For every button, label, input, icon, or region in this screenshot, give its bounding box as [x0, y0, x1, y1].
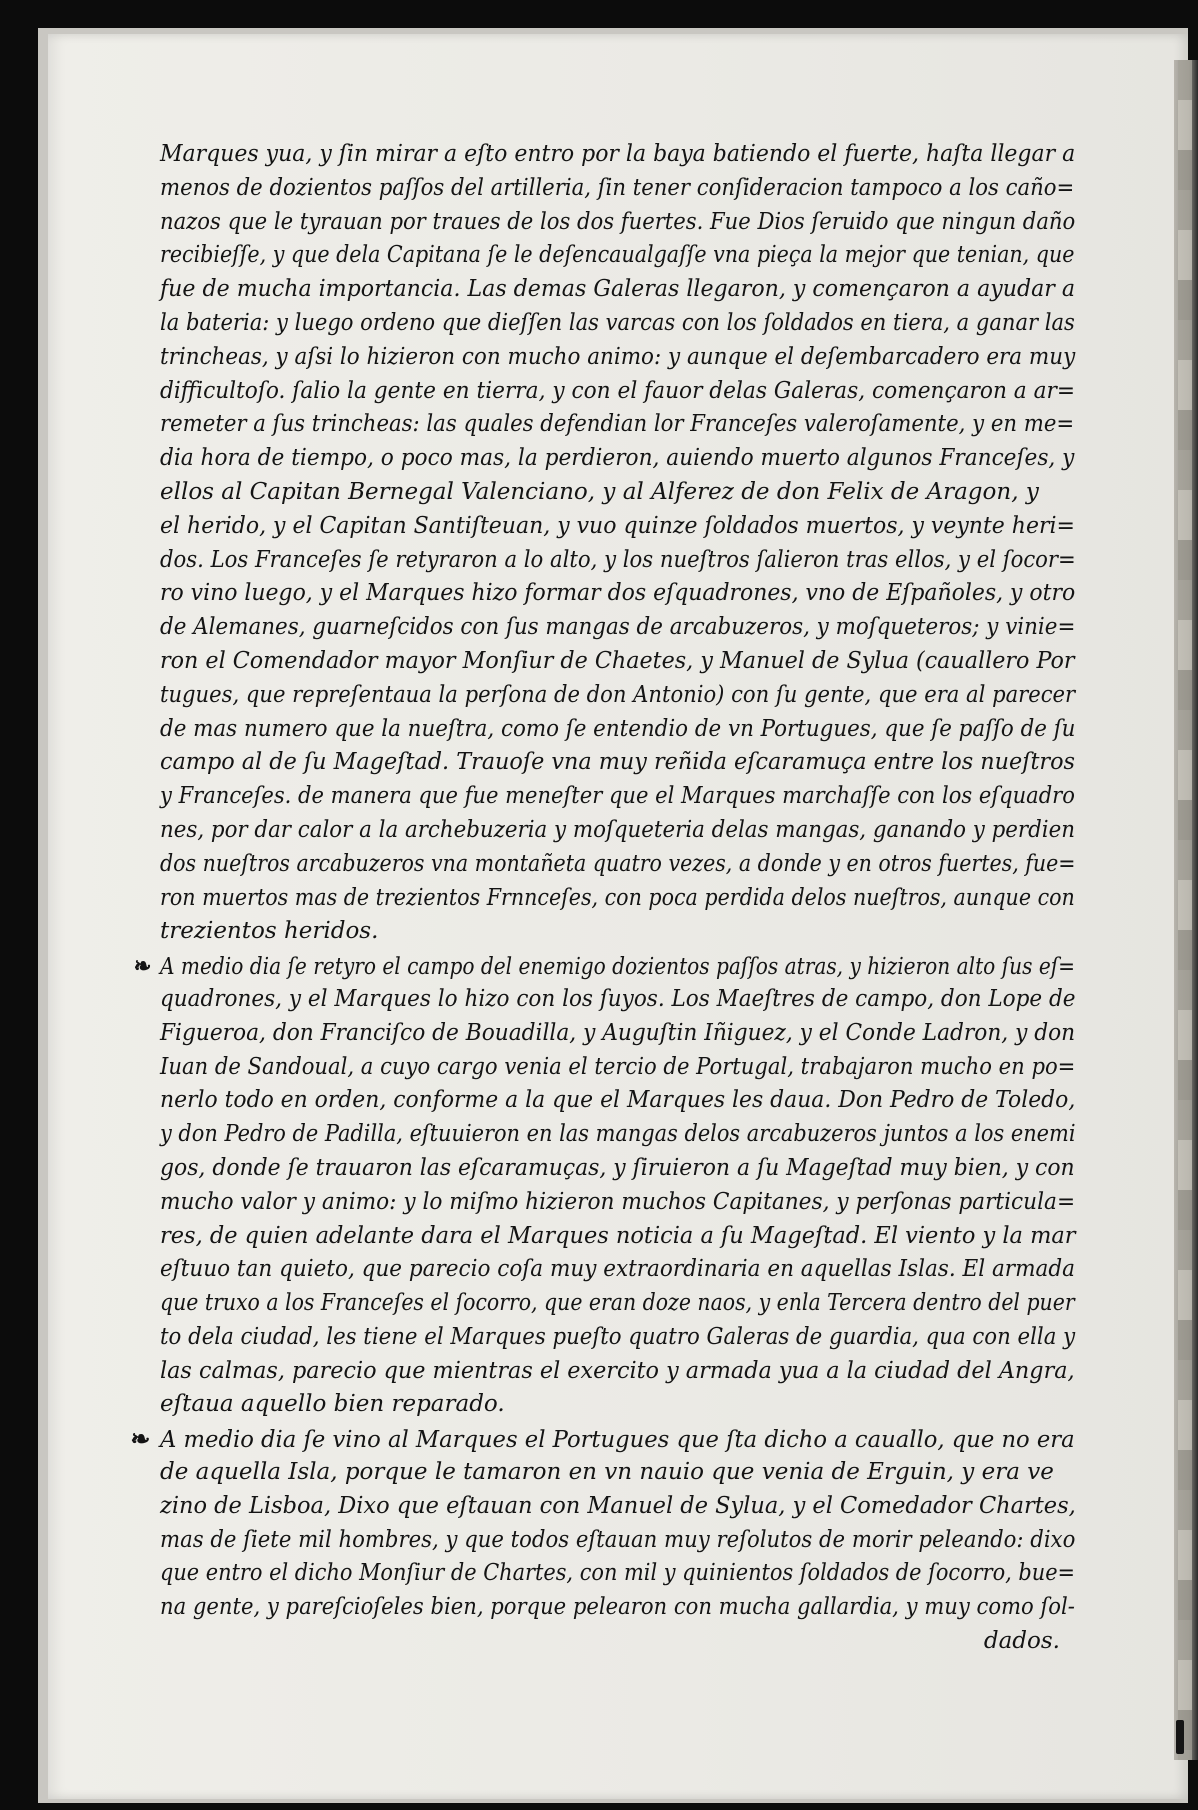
text-line: to dela ciudad, les tiene el Marques pueſto quatro Galeras de guardia, qua con ella y — [160, 1323, 1076, 1350]
text-line: mas de ſiete mil hombres, y que todos eſtauan muy reſolutos de morir peleando: dixo — [160, 1526, 1076, 1553]
text-line: A medio dia ſe retyro el campo del enemigo dozientos paſſos atras, y hizieron alto ſus eſ= — [160, 954, 1076, 981]
text-line: las calmas, parecio que mientras el exercito y armada yua a la ciudad del Angra, — [160, 1357, 1075, 1384]
text-line: eſtuuo tan quieto, que parecio coſa muy extraordinaria en aquellas Islas. El armada — [160, 1256, 1075, 1283]
text-line: trezientos heridos. — [160, 918, 379, 945]
text-line: la bateria: y luego ordeno que dieſſen las varcas con los ſoldados en tiera, a ganar las — [160, 309, 1075, 336]
text-line: remeter a ſus trincheas: las quales defendian lor Franceſes valeroſamente, y en me= — [160, 411, 1075, 438]
paragraph-start-line — [130, 1422, 1075, 1456]
text-line: ron muertos mas de trezientos Frnnceſes, con poca perdida delos nueſtros, aunque con — [160, 884, 1075, 911]
text-line: res, de quien adelante dara el Marques noticia a ſu Mageſtad. El viento y la mar — [160, 1222, 1076, 1249]
text-line: na gente, y pareſcioſeles bien, porque pelearon con mucha gallardia, y muy como ſol- — [160, 1594, 1075, 1621]
text-line: de aquella Isla, porque le tamaron en vn nauio que venia de Erguin, y era ve — [160, 1459, 1054, 1486]
text-line: de mas numero que la nueſtra, como ſe entendio de vn Portugues, que ſe paſſo de ſu — [160, 715, 1076, 742]
text-line: dos. Los Franceſes ſe retyraron a lo alto, y los nueſtros ſalieron tras ellos, y el ſocor= — [160, 546, 1076, 573]
text-line: ron el Comendador mayor Monſiur de Chaetes, y Manuel de Sylua (cauallero Por — [160, 647, 1075, 674]
text-line: el herido, y el Capitan Santiſteuan, y vuo quinze ſoldados muertos, y veynte heri= — [160, 512, 1075, 539]
adjacent-page-edge — [1174, 60, 1198, 1760]
pilcrow-ornament: ❧ — [130, 1424, 151, 1454]
text-line: eſtaua aquello bien reparado. — [160, 1391, 505, 1418]
text-line: dia hora de tiempo, o poco mas, la perdieron, auiendo muerto algunos Franceſes, y — [160, 445, 1075, 472]
text-line: trincheas, y aſsi lo hizieron con mucho animo: y aunque el deſembarcadero era muy — [160, 343, 1076, 370]
text-line: quadrones, y el Marques lo hizo con los ſuyos. Los Maeſtres de campo, don Lope de — [160, 985, 1076, 1012]
text-line: tugues, que repreſentaua la perſona de don Antonio) con ſu gente, que era al parecer — [160, 681, 1076, 708]
text-line: zino de Lisboa, Dixo que eſtauan con Manuel de Sylua, y el Comedador Chartes, — [160, 1492, 1076, 1519]
text-line: Marques yua, y ſin mirar a eſto entro por la baya batiendo el fuerte, haſta llegar a — [160, 141, 1076, 167]
text-line: y Franceſes. de manera que fue meneſter que el Marques marchaſſe con los eſquadro — [160, 783, 1075, 810]
pilcrow-ornament: ❧ — [133, 951, 152, 981]
text-line: que truxo a los Franceſes el ſocorro, que eran doze naos, y enla Tercera dentro del puer — [160, 1290, 1075, 1317]
text-line: recibieſſe, y que dela Capitana ſe le deſencaualgaſſe vna pieça la mejor que tenian, que — [160, 242, 1075, 269]
text-line: A medio dia ſe vino al Marques el Portugues que ſta dicho a cauallo, que no era — [160, 1427, 1075, 1454]
text-line: menos de dozientos paſſos del artilleria, ſin tener conſideracion tampoco a los caño= — [160, 174, 1075, 201]
text-line: fue de mucha importancia. Las demas Galeras llegaron, y començaron a ayudar a — [160, 276, 1075, 303]
text-line: campo al de ſu Mageſtad. Trauoſe vna muy reñida eſcaramuça entre los nueſtros — [160, 749, 1075, 776]
body-text — [130, 138, 1080, 1659]
text-line: Figueroa, don Franciſco de Bouadilla, y Auguſtin Iñiguez, y el Conde Ladron, y don — [160, 1019, 1076, 1046]
text-line: dos nueſtros arcabuzeros vna montañeta quatro vezes, a donde y en otros fuertes, fue= — [160, 850, 1076, 877]
text-line: ellos al Capitan Bernegal Valenciano, y al Alferez de don Felix de Aragon, y — [160, 478, 1039, 505]
text-line: Iuan de Sandoual, a cuyo cargo venia el tercio de Portugal, trabajaron mucho en po= — [160, 1053, 1076, 1080]
text-line: gos, donde ſe trauaron las eſcaramuças, y ſiruieron a ſu Mageſtad muy bien, y con — [160, 1154, 1075, 1181]
text-line: mucho valor y animo: y lo miſmo hizieron muchos Capitanes, y perſonas particula= — [160, 1188, 1076, 1215]
text-line: de Alemanes, guarneſcidos con ſus mangas de arcabuzeros, y moſqueteros; y vinie= — [160, 614, 1076, 641]
text-line: difficultoſo. ſalio la gente en tierra, y con el fauor delas Galeras, començaron a ar= — [160, 377, 1076, 404]
text-line: nazos que le tyrauan por traues de los dos fuertes. Fue Dios ſeruido que ningun daño — [160, 208, 1076, 235]
paragraph-start-line — [133, 949, 1076, 983]
text-line: y don Pedro de Padilla, eſtuuieron en las mangas delos arcabuzeros juntos a los enemi — [160, 1121, 1076, 1148]
text-line: ro vino luego, y el Marques hizo formar dos eſquadrones, vno de Eſpañoles, y otro — [160, 580, 1076, 607]
text-line: nerlo todo en orden, conforme a la que el Marques les daua. Don Pedro de Toledo, — [160, 1087, 1076, 1114]
text-line: nes, por dar calor a la archebuzeria y moſqueteria delas mangas, ganando y perdien — [160, 816, 1075, 843]
text-line: que entro el dicho Monſiur de Chartes, con mil y quinientos ſoldados de ſocorro, bue= — [160, 1560, 1076, 1587]
catchword: dados. — [983, 1628, 1060, 1655]
binding-mark — [1176, 1720, 1184, 1754]
